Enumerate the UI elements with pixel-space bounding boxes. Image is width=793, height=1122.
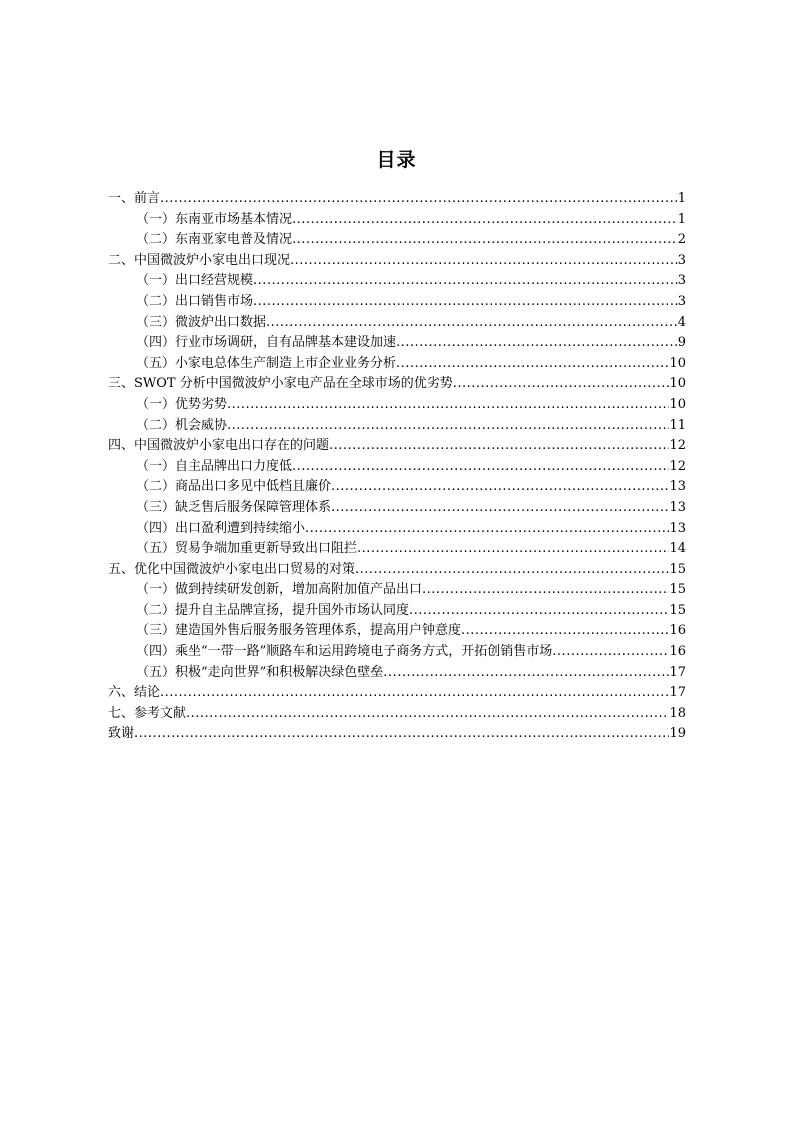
toc-entry-label: （五）积极“走向世界”和积极解决绿色壁垒: [136, 664, 384, 680]
toc-entry[interactable]: [108, 436, 686, 457]
toc-entry[interactable]: [108, 663, 686, 684]
toc-entry[interactable]: [108, 601, 686, 622]
toc-entry[interactable]: [108, 189, 686, 210]
toc-entry-label: （五）贸易争端加重更新导致出口阻拦: [136, 541, 358, 557]
toc-leader-dots: [227, 416, 669, 437]
toc-entry-label: （二）商品出口多见中低档且廉价: [136, 479, 332, 495]
toc-page-number: 16: [669, 644, 686, 660]
toc-entry[interactable]: [108, 724, 686, 745]
toc-entry[interactable]: [108, 271, 686, 292]
toc-page-number: 1: [677, 211, 686, 227]
toc-leader-dots: [266, 313, 678, 334]
toc-entry-label: 致谢: [108, 726, 135, 742]
toc-leader-dots: [331, 477, 669, 498]
toc-leader-dots: [409, 601, 669, 622]
toc-entry[interactable]: [108, 333, 686, 354]
toc-leader-dots: [292, 457, 669, 478]
toc-leader-dots: [253, 292, 678, 313]
toc-entry-label: （一）东南亚市场基本情况: [136, 211, 293, 227]
toc-entry-label: 七、参考文献: [108, 705, 187, 721]
toc-leader-dots: [461, 621, 669, 642]
toc-entry-label: （三）建造国外售后服务服务管理体系，提高用户钟意度: [136, 623, 462, 639]
toc-entry-label: 四、中国微波炉小家电出口存在的问题: [108, 438, 330, 454]
toc-leader-dots: [292, 230, 678, 251]
toc-page-number: 17: [669, 685, 686, 701]
toc-entry[interactable]: [108, 230, 686, 251]
toc-leader-dots: [453, 374, 670, 395]
toc-leader-dots: [396, 354, 669, 375]
toc-leader-dots: [305, 519, 669, 540]
toc-entry[interactable]: [108, 477, 686, 498]
toc-page-number: 10: [669, 376, 686, 392]
toc-entry-label: （一）自主品牌出口力度低: [136, 458, 293, 474]
toc-page-number: 9: [677, 335, 686, 351]
toc-leader-dots: [422, 580, 669, 601]
toc-leader-dots: [134, 724, 669, 745]
toc-entry-label: （一）优势劣势: [136, 396, 228, 412]
toc-page-number: 13: [669, 520, 686, 536]
toc-entry-label: 三、SWOT 分析中国微波炉小家电产品在全球市场的优劣势: [108, 376, 453, 392]
toc-leader-dots: [160, 189, 678, 210]
toc-entry[interactable]: [108, 457, 686, 478]
toc-page-number: 3: [677, 273, 686, 289]
toc-leader-dots: [383, 663, 669, 684]
toc-entry[interactable]: [108, 642, 686, 663]
toc-entry[interactable]: [108, 683, 686, 704]
toc-leader-dots: [331, 498, 669, 519]
toc-page-number: 18: [669, 705, 686, 721]
toc-page-number: 3: [677, 293, 686, 309]
toc-entry-label: （二）东南亚家电普及情况: [136, 232, 293, 248]
toc-entry-label: 六、结论: [108, 685, 161, 701]
toc-entry[interactable]: [108, 395, 686, 416]
toc-leader-dots: [186, 704, 669, 725]
toc-entry[interactable]: [108, 519, 686, 540]
table-of-contents: [108, 189, 686, 745]
toc-entry-label: 二、中国微波炉小家电出口现况: [108, 252, 291, 268]
toc-entry-label: （四）行业市场调研，自有品牌基本建设加速: [136, 335, 397, 351]
toc-page-number: 17: [669, 664, 686, 680]
toc-entry[interactable]: [108, 210, 686, 231]
toc-leader-dots: [253, 271, 678, 292]
toc-entry-label: 五、优化中国微波炉小家电出口贸易的对策: [108, 561, 356, 577]
toc-leader-dots: [292, 210, 678, 231]
toc-page-number: 12: [669, 458, 686, 474]
toc-page-number: 15: [669, 602, 686, 618]
toc-entry[interactable]: [108, 313, 686, 334]
toc-entry-label: （二）机会威协: [136, 417, 228, 433]
toc-page-number: 13: [669, 479, 686, 495]
toc-page-number: 10: [669, 355, 686, 371]
toc-leader-dots: [290, 251, 678, 272]
toc-entry[interactable]: [108, 354, 686, 375]
toc-page-number: 15: [669, 582, 686, 598]
toc-entry[interactable]: [108, 498, 686, 519]
toc-page-number: 11: [669, 417, 686, 433]
toc-entry-label: （三）缺乏售后服务保障管理体系: [136, 499, 332, 515]
toc-entry[interactable]: [108, 251, 686, 272]
toc-page-number: 1: [677, 191, 686, 206]
toc-entry[interactable]: [108, 292, 686, 313]
toc-entry-label: （四）乘坐“一带一路”顺路车和运用跨境电子商务方式，开拓创销售市场: [136, 644, 553, 660]
toc-entry-label: （五）小家电总体生产制造上市企业业务分析: [136, 355, 397, 371]
toc-page-number: 16: [669, 623, 686, 639]
toc-entry[interactable]: [108, 539, 686, 560]
toc-leader-dots: [160, 683, 669, 704]
toc-page-number: 10: [669, 396, 686, 412]
toc-leader-dots: [357, 539, 669, 560]
toc-page-number: 12: [669, 438, 686, 454]
toc-page-number: 15: [669, 561, 686, 577]
toc-leader-dots: [355, 560, 669, 581]
toc-leader-dots: [552, 642, 669, 663]
toc-entry-label: （二）出口销售市场: [136, 293, 254, 309]
toc-page-number: 4: [677, 314, 686, 330]
toc-entry[interactable]: [108, 560, 686, 581]
toc-entry[interactable]: [108, 374, 686, 395]
toc-leader-dots: [396, 333, 678, 354]
toc-leader-dots: [329, 436, 669, 457]
toc-page-number: 2: [677, 232, 686, 248]
toc-entry-label: （四）出口盈利遭到持续缩小: [136, 520, 306, 536]
toc-page-number: 3: [677, 252, 686, 268]
toc-entry-label: （三）微波炉出口数据: [136, 314, 267, 330]
toc-entry-label: 一、前言: [108, 191, 161, 206]
toc-page-number: 13: [669, 499, 686, 515]
toc-page-number: 14: [669, 541, 686, 557]
toc-title: 目录: [376, 149, 417, 171]
toc-entry-label: （一）做到持续研发创新，增加高附加值产品出口: [136, 582, 423, 598]
toc-entry[interactable]: [108, 621, 686, 642]
toc-entry[interactable]: [108, 704, 686, 725]
toc-page-number: 19: [669, 726, 686, 742]
toc-leader-dots: [227, 395, 669, 416]
toc-entry-label: （一）出口经营规模: [136, 273, 254, 289]
toc-entry-label: （二）提升自主品牌宣扬，提升国外市场认同度: [136, 602, 410, 618]
toc-entry[interactable]: [108, 580, 686, 601]
toc-entry[interactable]: [108, 416, 686, 437]
